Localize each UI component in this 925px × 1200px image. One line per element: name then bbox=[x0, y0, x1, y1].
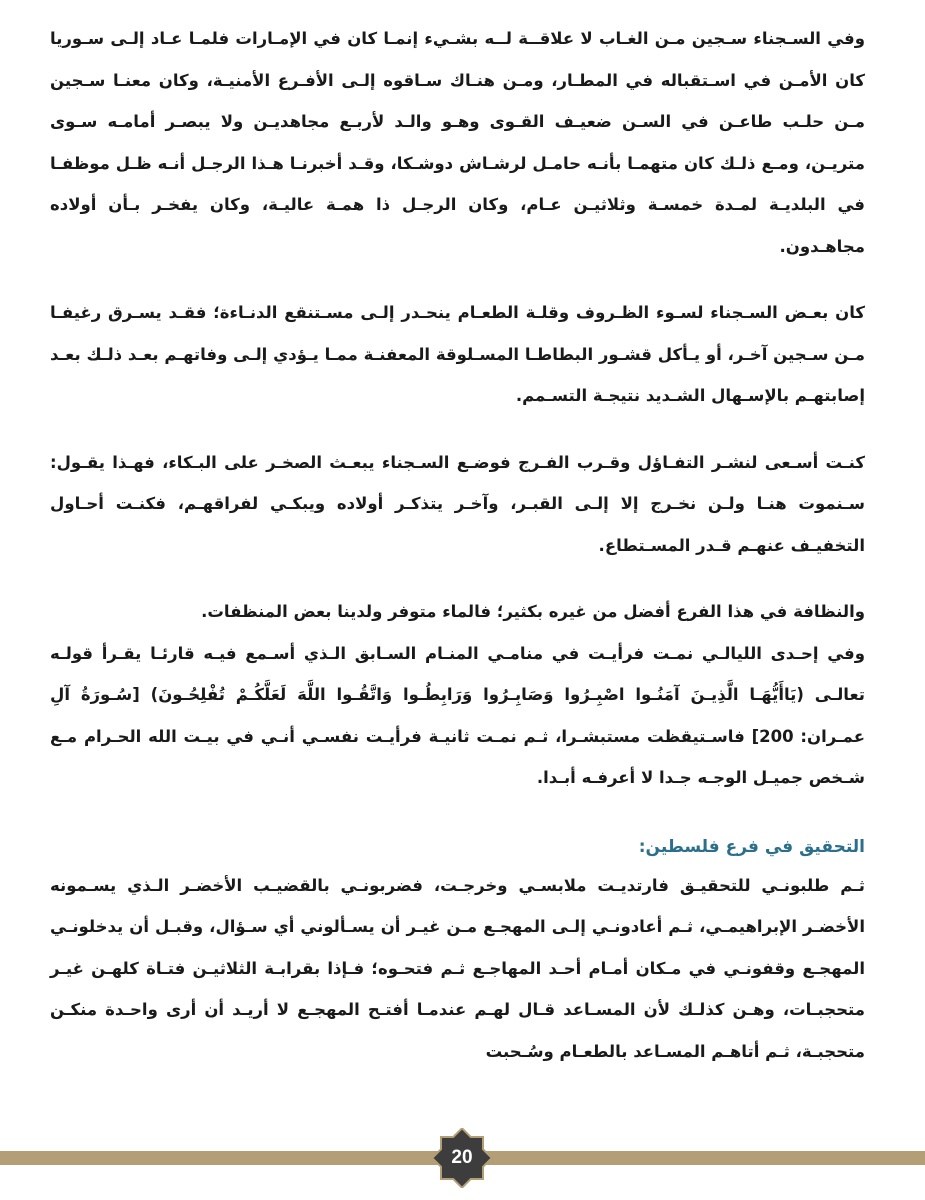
section-heading-palestine-branch: التحقيق في فرع فلسطين: bbox=[638, 836, 865, 857]
body-text bbox=[50, 18, 865, 1072]
page-number: 20 bbox=[451, 1147, 473, 1168]
paragraph-spreading-hope: كنـت أسـعى لنشـر التفـاؤل وقـرب الفـرج فوضـع السـجناء يبعـث الصخـر على البـكاء، فهـذا يقـول: سـنموت هنـا ولـن نخـرج إلا إلـى القبـر، وآخـر يتذكـر أولاده ويبكـي لفراقهـم، فكنـت أحـاول التخفيـف عنهـم قـدر المسـتطاع. bbox=[50, 452, 865, 555]
paragraph-interrogation: ثـم طلبونـي للتحقيـق فارتديـت ملابسـي وخرجـت، فضربونـي بالقضيـب الأخضـر الـذي يسـمونه الأخضـر الإبراهيمـي، ثـم أعادونـي إلـى المهجـع مـن غيـر أن يسـألوني أي سـؤال، وقبـل أن يدخلونـي المهجـع وقفونـي في مـكان أمـام أحـد المهاجـع ثـم فتحـوه؛ فـإذا بقرابـة الثلاثيـن فتـاة كلهـن غيـر متحجبـات، وهـن كذلـك لأن المسـاعد قـال لهـم عندمـا أفتـح المهجـع لا أريـد أن أرى واحـدة منكـن متحجبـة، ثـم أتاهـم المسـاعد بالطعـام وسُـحبت bbox=[50, 875, 865, 1061]
paragraph-dream: وفي إحـدى الليالـي نمـت فرأيـت في منامـي المنـام السـابق الـذي أسـمع فيـه قارئـا يقـرأ قولـه تعالـى (يَاأَيُّهَـا الَّذِيـنَ آمَنُـوا اصْبِـرُوا وَصَابِـرُوا وَرَابِطُـوا وَاتَّقُـوا اللَّهَ لَعَلَّكُـمْ تُفْلِحُـونَ) [سُـورَةُ آلِ عمـران: 200] فاسـتيقظت مستبشـرا، ثـم نمـت ثانيـة فرأيـت نفسـي أنـي في بيـت الله الحـرام مـع شـخص جميـل الوجـه جـدا لا أعرفـه أبـدا. bbox=[50, 643, 865, 787]
page-number-badge bbox=[432, 1128, 492, 1188]
paragraph-prisoner-hardship: كان بعـض السـجناء لسـوء الظـروف وقلـة الطعـام ينحـدر إلـى مسـتنقع الدنـاءة؛ فقـد يسـرق رغيفـا مـن سـجين آخـر، أو يـأكل قشـور البطاطـا المسـلوقة المعفنـة ممـا يـؤدي إلـى وفاتهـم بعـد ذلـك بعـد إصابتهـم بالإسـهال الشـديد نتيجـة التسـمم. bbox=[50, 303, 865, 405]
paragraph-elderly-prisoner: وفي السـجناء سـجين مـن الغـاب لا علاقــة لــه بشـيء إنمـا كان في الإمـارات فلمـا عـاد إلـى سـوريا كان الأمـن في اسـتقباله في المطـار، ومـن هنـاك سـاقوه إلـى الأفـرع الأمنيـة، وكان معنـا سـجين مـن حلـب طاعـن في السـن ضعيـف القـوى وهـو والـد لأربـع مجاهديـن ولا يبصـر أمامـه سـوى متريـن، ومـع ذلـك كان متهمـا بأنـه حامـل لرشـاش دوشـكا، وقـد أخبرنـا هـذا الرجـل أنـه ظـل موظفـا في البلديـة لمـدة خمسـة وثلاثيـن عـام، وكان الرجـل ذا همـة عاليـة، وكان يفخـر بـأن أولاده مجاهـدون. bbox=[50, 29, 865, 256]
paragraph-cleanliness: والنظافة في هذا الفرع أفضل من غيره بكثير؛ فالماء متوفر ولدينا بعض المنظفات. bbox=[201, 602, 865, 621]
